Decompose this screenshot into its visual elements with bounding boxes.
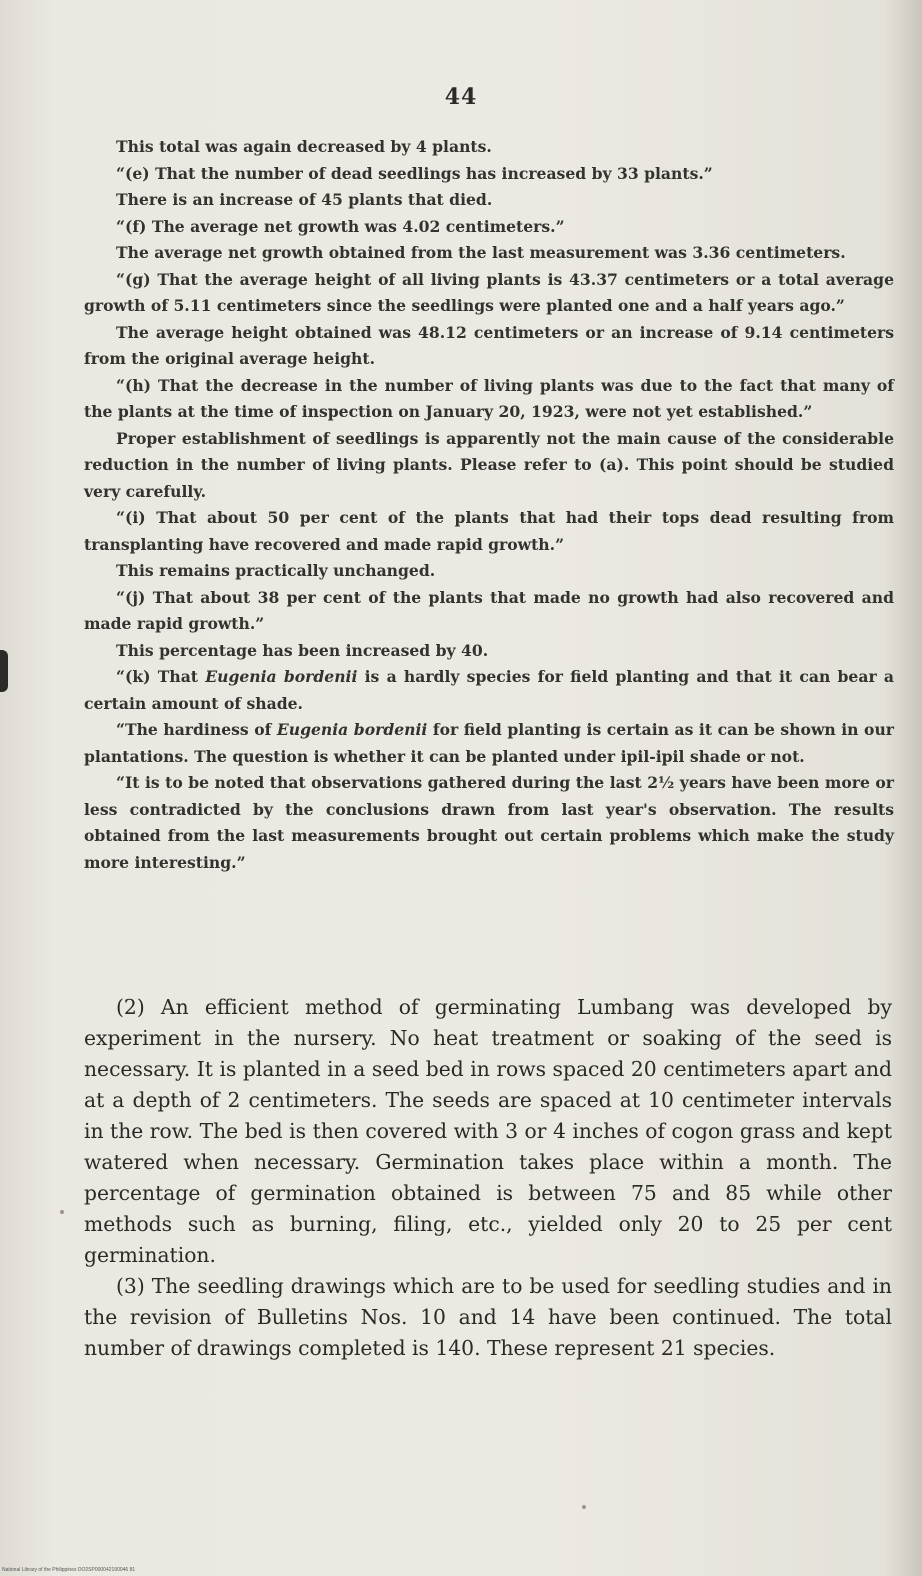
paragraph-text: “The hardiness of	[116, 720, 277, 739]
paragraph-text: “(k) That	[116, 667, 206, 686]
paragraph: This percentage has been increased by 40.	[116, 640, 489, 660]
paragraph: The average net growth obtained from the last measurement was 3.36 centimeters.	[116, 243, 846, 262]
paragraph: “(g) That the average height of all living plants is 43.37 centimeters or a total average growth of 5.11 centimeters since the seedlings were planted one and a half years ago.”	[84, 269, 894, 315]
paragraph-text: is a hardly species for field planting and that it can bear a certain amount of shade.	[84, 667, 894, 713]
binding-mark	[0, 650, 8, 692]
paragraph: “(e) That the number of dead seedlings has increased by 33 plants.”	[116, 163, 713, 183]
paragraph: “(h) That the decrease in the number of living plants was due to the fact that many of the plants at the time of inspection on January 20, 1923, were not yet established.”	[84, 375, 894, 421]
paragraph: “(i) That about 50 per cent of the plants that had their tops dead resulting from transplanting have recovered and made rapid growth.”	[84, 508, 894, 554]
paragraph: There is an increase of 45 plants that died.	[116, 190, 493, 209]
paragraph: “(f) The average net growth was 4.02 centimeters.”	[116, 216, 565, 236]
paragraph: This remains practically unchanged.	[116, 561, 436, 580]
paragraph: “(j) That about 38 per cent of the plants that made no growth had also recovered and made rapid growth.”	[84, 587, 894, 633]
paragraph: Proper establishment of seedlings is apparently not the main cause of the considerable reduction in the number of living plants. Please refer to (a). This point should be studied very carefully.	[84, 428, 894, 501]
paragraph-item-2: (2) An efficient method of germinating Lumbang was developed by experiment in the nursery. No heat treatment or soaking of the seed is necessary. It is planted in a seed bed in rows spaced 20 centimeters apart and at a depth of 2 centimeters. The seeds are spaced at 10 centimeter intervals in the row. The bed is then covered with 3 or 4 inches of cogon grass and kept watered when necessary. Germination takes place within a month. The percentage of germination obtained is between 75 and 85 while other methods such as burning, filing, etc., yielded only 20 to 25 per cent germination.	[84, 995, 892, 1267]
paragraph: The average height obtained was 48.12 centimeters or an increase of 9.14 centimeters from the original average height.	[84, 322, 894, 368]
paragraph: This total was again decreased by 4 plants.	[116, 137, 492, 156]
paragraph	[84, 717, 894, 770]
species-name: Eugenia bordenii	[276, 720, 428, 739]
paragraph	[84, 664, 894, 717]
paragraph-item-3: (3) The seedling drawings which are to be used for seedling studies and in the revision of Bulletins Nos. 10 and 14 have been continued. The total number of drawings completed is 140. These represent 21 species.	[84, 1274, 892, 1360]
quoted-findings-section	[84, 134, 894, 876]
species-name: Eugenia bordenii	[205, 667, 358, 686]
page-number: 44	[444, 84, 478, 110]
archive-footer: National Library of the Philippines DO2SP000042190046 81	[2, 1567, 136, 1573]
paper-speck	[60, 1210, 64, 1214]
paragraph-text: for field planting is certain as it can be shown in our plantations. The question is whether it can be planted under ipil-ipil shade or not.	[84, 720, 894, 766]
paper-speck	[582, 1505, 586, 1509]
report-items-section	[84, 992, 892, 1364]
paragraph: “It is to be noted that observations gathered during the last 2½ years have been more or less contradicted by the conclusions drawn from last year's observation. The results obtained from the last measurements brought out certain problems which make the study more interesting.”	[84, 773, 894, 872]
